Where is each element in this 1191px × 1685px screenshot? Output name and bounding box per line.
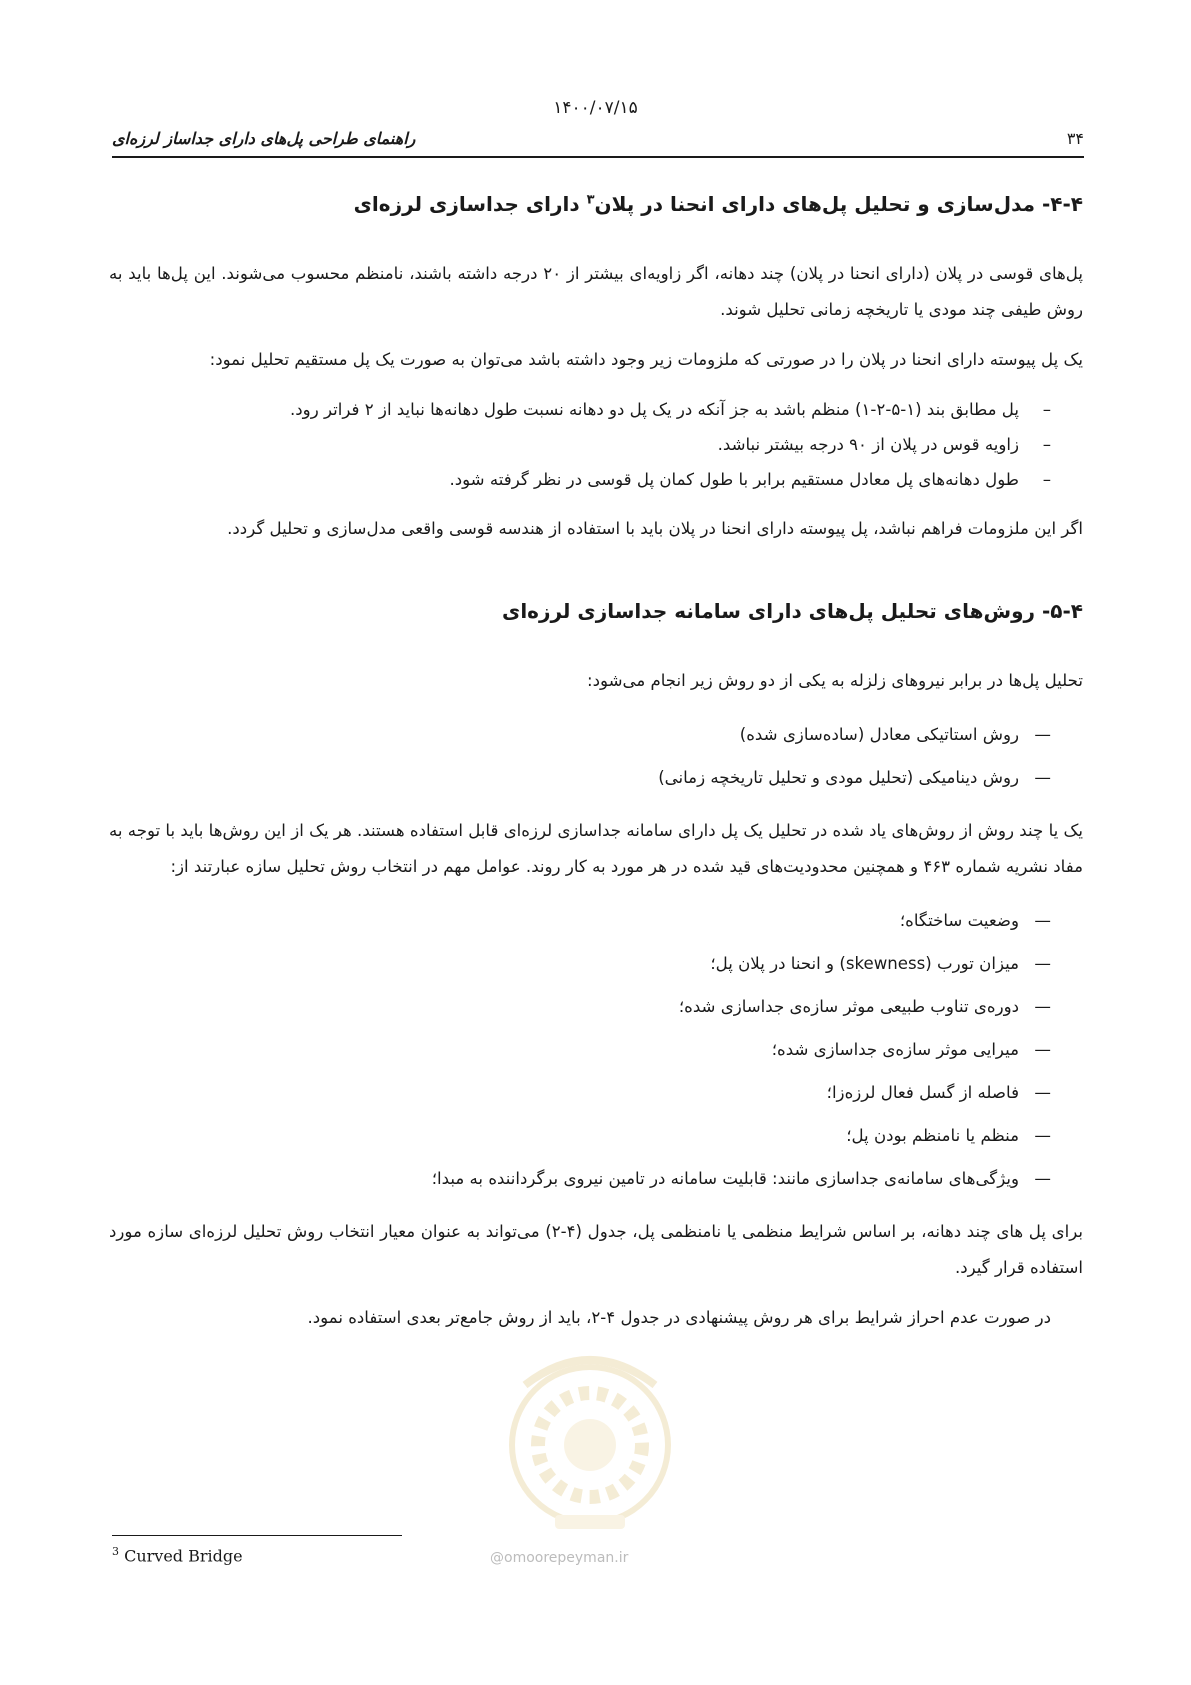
running-title: راهنمای طراحی پل‌های دارای جداساز لرزه‌ای xyxy=(112,129,416,148)
paragraph: برای پل های چند دهانه، بر اساس شرایط منظمی یا نامنظمی پل، جدول (۴-۲) می‌تواند به عنوان معیار انتخاب روش تحلیل لرزه‌ای سازه مورد استفاده قرار گیرد. xyxy=(109,1222,1083,1277)
section-heading-4-4 xyxy=(109,180,1083,228)
footnote-text: Curved Bridge xyxy=(119,1546,243,1566)
list-item: — روش دینامیکی (تحلیل مودی و تحلیل تاریخچه زمانی) xyxy=(109,756,1051,799)
list-item: — فاصله از گسل فعال لرزه‌زا؛ xyxy=(109,1071,1051,1114)
list-item: – طول دهانه‌های پل معادل مستقیم برابر با طول کمان پل قوسی در نظر گرفته شود. xyxy=(109,462,1051,497)
list-item: — دوره‌ی تناوب طبیعی موثر سازه‌ی جداسازی شده؛ xyxy=(109,985,1051,1028)
footnote xyxy=(112,1545,243,1565)
requirements-list xyxy=(109,392,1083,497)
methods-list xyxy=(109,713,1083,799)
list-item: – زاویه قوس در پلان از ۹۰ درجه بیشتر نباشد. xyxy=(109,427,1051,462)
section-heading-text: ۴-۴- مدل‌سازی و تحلیل پل‌های دارای انحنا در پلان xyxy=(594,192,1083,216)
running-header xyxy=(112,126,1084,158)
paragraph: یک یا چند روش از روش‌های یاد شده در تحلیل یک پل دارای سامانه جداسازی لرزه‌ای قابل استفاده هستند. هر یک از این روش‌ها باید با توجه به مفاد نشریه شماره ۴۶۳ و همچنین محدودیت‌های قید شده در هر مورد به کار روند. عوامل مهم در انتخاب روش تحلیل سازه عبارتند از: xyxy=(109,821,1083,876)
section-heading-tail: دارای جداسازی لرزه‌ای xyxy=(353,192,587,216)
list-item: – پل مطابق بند (۱-۵-۲-۱) منظم باشد به جز آنکه در یک پل دو دهانه نسبت طول دهانه‌ها نباید از ۲ فراتر رود. xyxy=(109,392,1051,427)
list-item: — منظم یا نامنظم بودن پل؛ xyxy=(109,1114,1051,1157)
footnote-reference[interactable]: ۳ xyxy=(586,192,595,208)
watermark-url: @omoorepeyman.ir xyxy=(490,1550,629,1566)
header-date: ۱۴۰۰/۰۷/۱۵ xyxy=(553,98,638,118)
paragraph: در صورت عدم احراز شرایط برای هر روش پیشنهادی در جدول ۴-۲، باید از روش جامع‌تر بعدی استفاده نمود. xyxy=(307,1308,1051,1327)
footnote-number: 3 xyxy=(112,1545,119,1558)
watermark-logo xyxy=(485,1325,695,1555)
list-item: — روش استاتیکی معادل (ساده‌سازی شده) xyxy=(109,713,1051,756)
list-item: — ویژگی‌های سامانه‌ی جداسازی مانند: قابلیت سامانه در تامین نیروی برگرداننده به مبدا؛ xyxy=(109,1157,1051,1200)
gear-emblem-icon xyxy=(485,1325,695,1555)
paragraph: تحلیل پل‌ها در برابر نیروهای زلزله به یکی از دو روش زیر انجام می‌شود: xyxy=(587,671,1083,690)
paragraph: اگر این ملزومات فراهم نباشد، پل پیوسته دارای انحنا در پلان باید با استفاده از هندسه قوسی واقعی مدل‌سازی و تحلیل گردد. xyxy=(227,519,1083,538)
section-heading-4-5: ۵-۴- روش‌های تحلیل پل‌های دارای سامانه جداسازی لرزه‌ای xyxy=(501,599,1083,623)
factors-list xyxy=(109,899,1083,1200)
footnote-divider xyxy=(112,1535,402,1536)
paragraph: یک پل پیوسته دارای انحنا در پلان را در صورتی که ملزومات زیر وجود داشته باشد می‌توان به صورت یک پل مستقیم تحلیل نمود: xyxy=(209,350,1083,369)
list-item: — وضعیت ساختگاه؛ xyxy=(109,899,1051,942)
page-number: ۳۴ xyxy=(1066,129,1084,148)
list-item: — میزان تورب (skewness) و انحنا در پلان پل؛ xyxy=(109,942,1051,985)
page-body xyxy=(109,180,1083,1350)
list-item: — میرایی موثر سازه‌ی جداسازی شده؛ xyxy=(109,1028,1051,1071)
paragraph: پل‌های قوسی در پلان (دارای انحنا در پلان) چند دهانه، اگر زاویه‌ای بیشتر از ۲۰ درجه داشته باشند، نامنظم محسوب می‌شوند. این پل‌ها باید به روش طیفی چند مودی یا تاریخچه زمانی تحلیل شوند. xyxy=(109,264,1083,319)
